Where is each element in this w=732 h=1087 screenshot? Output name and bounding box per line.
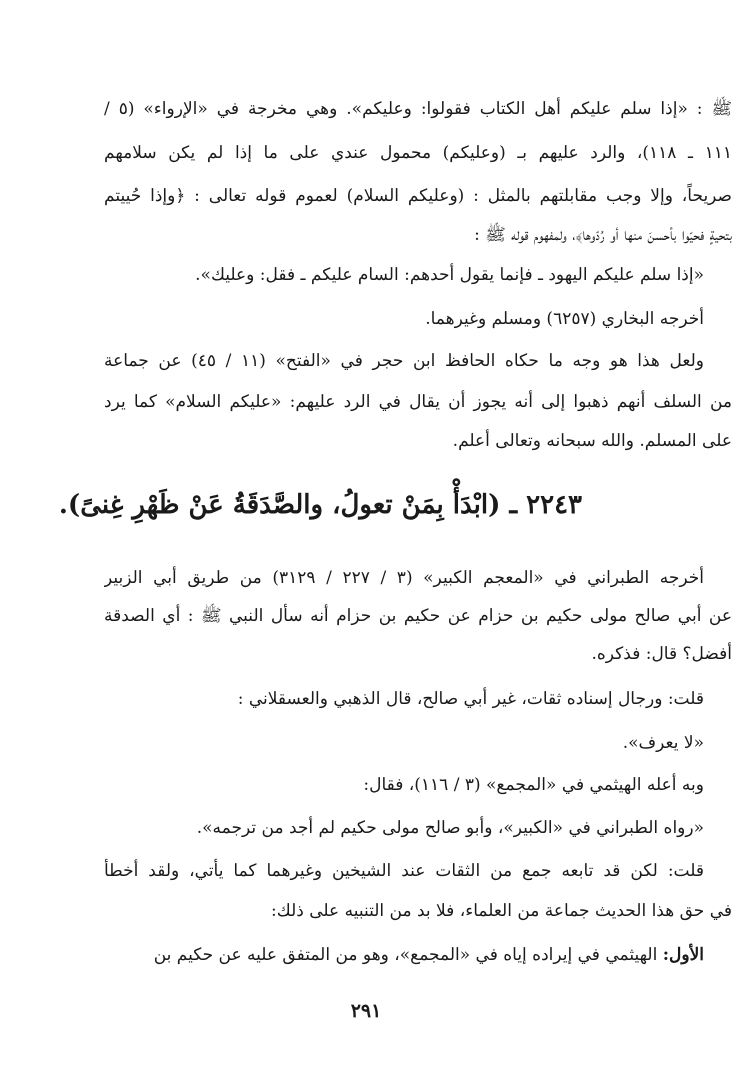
text-line: وبه أعله الهيثمي في «المجمع» (٣ / ١١٦)، فقال:: [363, 775, 704, 795]
text-line: ولعل هذا هو وجه ما حكاه الحافظ ابن حجر في «الفتح» (١١ / ٤٥) عن جماعة: [104, 351, 704, 371]
text-line: بتحيةٍ فحيّوا بأحسنَ منها أو رُدّوها﴾، ولمفهوم قوله ﷺ :: [474, 225, 732, 245]
text-line: قلت: لكن قد تابعه جمع من الثقات عند الشيخين وغيرهما كما يأتي، ولقد أخطأ: [104, 861, 704, 881]
text-line: ١١١ ـ ١١٨)، والرد عليهم بـ (وعليكم) محمول عندي على ما إذا لم يكن سلامهم: [104, 143, 732, 163]
quoted-statement: «رواه الطبراني في «الكبير»، وأبو صالح مولى حكيم لم أجد من ترجمه».: [196, 818, 704, 838]
takhrij-text: أخرجه البخاري (٦٢٥٧) ومسلم وغيرهما.: [425, 309, 704, 329]
text-line: عن أبي صالح مولى حكيم بن حزام عن حكيم بن حزام أنه سأل النبي ﷺ : أي الصدقة: [104, 606, 732, 626]
quoted-statement: «لا يعرف».: [622, 733, 704, 753]
hadith-quote: «إذا سلم عليكم اليهود ـ فإنما يقول أحدهم: السام عليكم ـ فقل: وعليك».: [195, 265, 704, 285]
text-line: من السلف أنهم ذهبوا إلى أنه يجوز أن يقال في الرد عليهم: «عليكم السلام» كما يرد: [104, 392, 732, 412]
text-line: أفضل؟ قال: فذكره.: [591, 644, 732, 664]
text-line: في حق هذا الحديث جماعة من العلماء، فلا بد من التنبيه على ذلك:: [271, 901, 732, 921]
text-line: [104, 942, 732, 968]
text-line: على المسلم. والله سبحانه وتعالى أعلم.: [452, 431, 732, 451]
hadith-heading: ٢٢٤٣ ـ (ابْدَأْ بِمَنْ تعولُ، والصَّدَقَةُ عَنْ ظَهْرِ غِنىً).: [58, 490, 582, 520]
point-text: الهيثمي في إيراده إياه في «المجمع»، وهو من المتفق عليه عن حكيم بن: [153, 945, 663, 965]
point-label: الأول:: [662, 945, 704, 965]
author-comment: قلت: ورجال إسناده ثقات، غير أبي صالح، قال الذهبي والعسقلاني :: [237, 689, 704, 709]
text-line: صريحاً، وإلا وجب مقابلتهم بالمثل : (وعليكم السلام) لعموم قوله تعالى : ﴿وإذا حُييتم: [104, 186, 732, 206]
page-number: ٢٩١: [350, 1000, 382, 1022]
text-line: ﷺ : «إذا سلم عليكم أهل الكتاب فقولوا: وعليكم». وهي مخرجة في «الإرواء» (٥ /: [104, 99, 732, 119]
text-line: أخرجه الطبراني في «المعجم الكبير» (٣ / ٢٢٧ / ٣١٢٩) من طريق أبي الزبير: [104, 568, 704, 588]
